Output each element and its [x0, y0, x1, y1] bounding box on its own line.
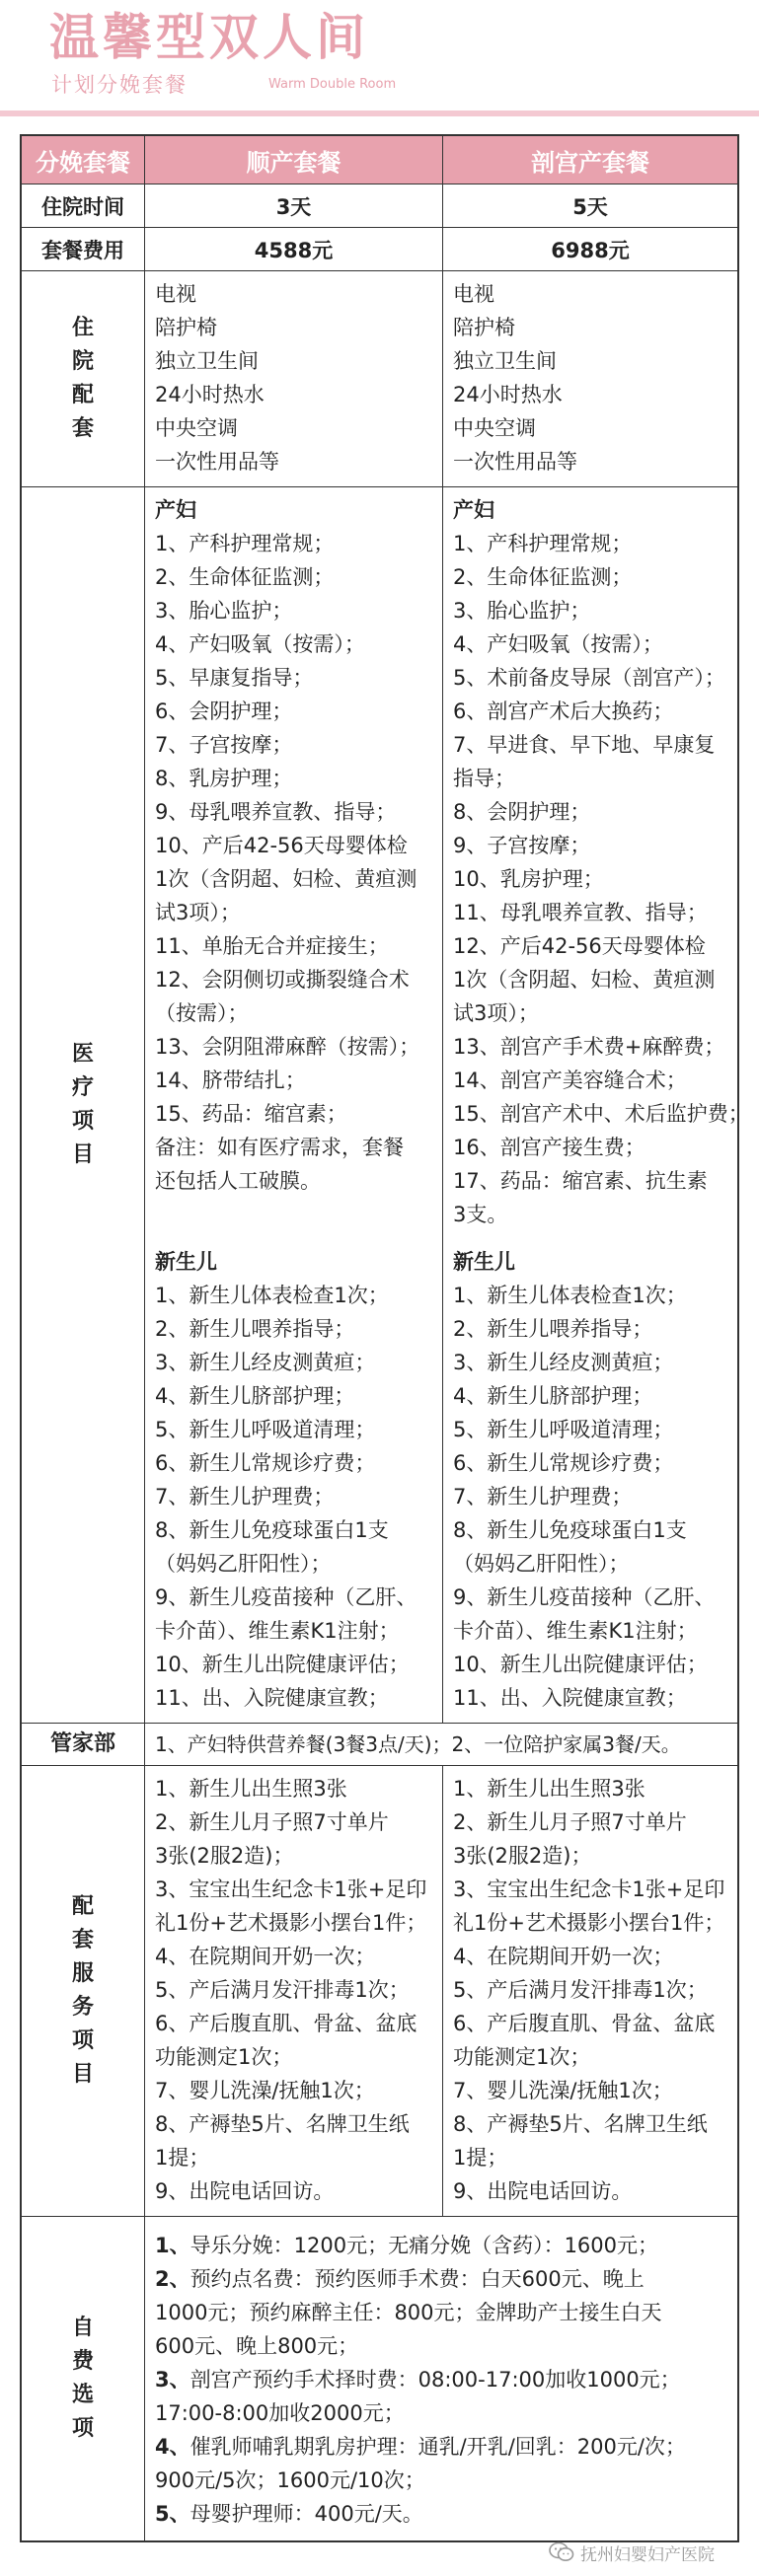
list-item: 11、出、入院健康宣教； — [453, 1686, 687, 1710]
services-label-cell — [22, 1766, 145, 2216]
list-item: 5、早康复指导； — [155, 666, 314, 690]
list-item: 中央空调 — [155, 416, 238, 440]
stay-cesarean: 5天 — [572, 194, 608, 219]
fee-line — [155, 2430, 727, 2464]
page-title: 温馨型双人间 — [49, 9, 369, 66]
facilities-row — [22, 270, 737, 486]
facilities-natural — [145, 271, 443, 486]
fee-line-number: 3、 — [155, 2368, 190, 2392]
medical-cesarean — [443, 487, 759, 1723]
fee-line-text: 催乳师哺乳期乳房护理：通乳/开乳/回乳：200元/次； — [190, 2435, 686, 2459]
list-item: （妈妈乙肝阳性）； — [155, 1552, 332, 1576]
stay-row — [22, 184, 737, 227]
fee-line — [155, 2329, 727, 2363]
list-item: 10、乳房护理； — [453, 867, 604, 891]
list-item: 中央空调 — [453, 416, 536, 440]
list-item: 功能测定1次； — [155, 2045, 293, 2069]
fee-line — [155, 2296, 727, 2329]
self-pay-list — [145, 2217, 737, 2540]
list-item: 5、产后满月发汗排毒1次； — [155, 1978, 410, 2002]
services-cesarean — [443, 1766, 737, 2216]
list-item: 1、新生儿体表检查1次； — [453, 1284, 687, 1307]
list-item: 3张(2服2造)； — [155, 1844, 294, 1868]
list-item: 独立卫生间 — [155, 349, 259, 373]
services-label: 配 套 服 务 项 目 — [71, 1894, 94, 2087]
medical-natural — [145, 487, 443, 1723]
list-item: 1次（含阴超、妇检、黄疸测 — [453, 968, 716, 992]
list-item: 6、新生儿常规诊疗费； — [453, 1451, 674, 1475]
fee-line-text: 剖宫产预约手术择时费：08:00-17:00加收1000元； — [190, 2368, 681, 2392]
fee-line — [155, 2262, 727, 2296]
list-item: 4、在院期间开奶一次； — [453, 1945, 674, 1968]
fee-line — [155, 2363, 727, 2396]
list-item: 7、新生儿护理费； — [155, 1485, 335, 1509]
butler-label: 管家部 — [49, 1731, 115, 1756]
fee-line — [155, 2396, 727, 2430]
list-item: 8、产褥垫5片、名牌卫生纸 — [155, 2112, 410, 2136]
stay-label: 住院时间 — [22, 184, 145, 227]
fee-line-text: 600元、晚上800元； — [155, 2334, 359, 2358]
list-item: 一次性用品等 — [453, 450, 577, 474]
list-item: 9、出院电话回访。 — [155, 2179, 335, 2203]
services-natural — [145, 1766, 443, 2216]
fee-line — [155, 2229, 727, 2262]
butler-row — [22, 1723, 737, 1765]
list-item: 试3项）； — [453, 1001, 539, 1025]
facilities-label: 住 院 配 套 — [71, 316, 94, 441]
header-cell-package: 分娩套餐 — [22, 136, 145, 184]
list-item: 6、产后腹直肌、骨盆、盆底 — [453, 2012, 716, 2035]
header-cell-natural: 顺产套餐 — [145, 136, 443, 184]
fee-line-text: 17:00-8:00加收2000元； — [155, 2401, 405, 2425]
list-item: 13、会阴阻滞麻醉（按需）； — [155, 1035, 420, 1059]
list-item: 9、出院电话回访。 — [453, 2179, 633, 2203]
list-item: 8、新生儿免疫球蛋白1支 — [453, 1518, 687, 1542]
list-item: 12、会阴侧切或撕裂缝合术 — [155, 968, 410, 992]
fee-line-text: 900元/5次；1600元/10次； — [155, 2468, 425, 2492]
list-item: 陪护椅 — [453, 316, 515, 339]
list-item: 8、新生儿免疫球蛋白1支 — [155, 1518, 389, 1542]
list-item: 2、新生儿月子照7寸单片 — [453, 1810, 687, 1834]
self-pay-label-cell — [22, 2217, 145, 2540]
list-item: 3、新生儿经皮测黄疸； — [453, 1351, 674, 1374]
page-subtitle: 计划分娩套餐 — [51, 73, 188, 97]
list-item: 10、产后42-56天母婴体检 — [155, 834, 408, 857]
list-item: 10、新生儿出院健康评估； — [453, 1653, 708, 1676]
list-item: 2、生命体征监测； — [453, 565, 633, 589]
table-header-row — [22, 136, 737, 184]
list-item: 5、术前备皮导尿（剖宫产）； — [453, 666, 725, 690]
fee-line — [155, 2464, 727, 2497]
list-item: 1提； — [453, 2146, 508, 2170]
list-item: 6、新生儿常规诊疗费； — [155, 1451, 376, 1475]
list-item: 3张(2服2造)； — [453, 1844, 592, 1868]
list-item: 2、新生儿喂养指导； — [453, 1317, 653, 1341]
list-item: 独立卫生间 — [453, 349, 557, 373]
list-item: 4、新生儿脐部护理； — [453, 1384, 653, 1408]
list-item: 卡介苗）、维生素K1注射； — [453, 1619, 698, 1643]
watermark — [549, 2538, 756, 2567]
wechat-icon — [549, 2541, 574, 2563]
list-item: 10、新生儿出院健康评估； — [155, 1653, 410, 1676]
butler-label-cell — [22, 1724, 145, 1765]
list-item: 7、新生儿护理费； — [453, 1485, 633, 1509]
fee-line-number: 5、 — [155, 2502, 190, 2526]
list-item: 8、乳房护理； — [155, 767, 293, 790]
list-item: 11、出、入院健康宣教； — [155, 1686, 389, 1710]
list-item: 15、剖宫产术中、术后监护费； — [453, 1102, 749, 1126]
price-cesarean: 6988元 — [551, 238, 630, 262]
list-item: 1、新生儿出生照3张 — [453, 1777, 645, 1801]
mother-section-title: 产妇 — [155, 498, 196, 522]
list-spacer — [155, 1231, 432, 1245]
list-item: 8、会阴护理； — [453, 800, 591, 824]
list-item: 3、宝宝出生纪念卡1张+足印 — [155, 1877, 427, 1901]
newborn-section-title: 新生儿 — [155, 1250, 217, 1274]
services-row — [22, 1765, 737, 2216]
list-item: 4、产妇吸氧（按需）； — [155, 632, 365, 656]
list-item: 1提； — [155, 2146, 210, 2170]
list-item: 6、剖宫产术后大换药； — [453, 699, 674, 723]
watermark-text: 抚州妇婴妇产医院 — [580, 2544, 715, 2565]
package-table — [20, 134, 749, 2542]
page-header — [0, 0, 759, 110]
list-item: 9、新生儿疫苗接种（乙肝、 — [453, 1585, 716, 1609]
list-item: 3、新生儿经皮测黄疸； — [155, 1351, 376, 1374]
list-item: 9、子宫按摩； — [453, 834, 591, 857]
list-item: 7、婴儿洗澡/抚触1次； — [155, 2079, 375, 2102]
list-item: 备注：如有医疗需求，套餐 — [155, 1136, 404, 1159]
self-pay-row — [22, 2216, 737, 2540]
list-item: 1、产科护理常规； — [155, 532, 335, 555]
list-item: 11、母乳喂养宣教、指导； — [453, 901, 708, 924]
list-item: 卡介苗）、维生素K1注射； — [155, 1619, 400, 1643]
list-item: 6、产后腹直肌、骨盆、盆底 — [155, 2012, 417, 2035]
list-item: 2、新生儿月子照7寸单片 — [155, 1810, 389, 1834]
list-item: 24小时热水 — [155, 383, 265, 406]
list-item: 3、胎心监护； — [155, 599, 293, 623]
medical-label-cell — [22, 487, 145, 1723]
fee-line-number: 2、 — [155, 2267, 190, 2291]
list-item: 4、产妇吸氧（按需）； — [453, 632, 663, 656]
self-pay-label: 自 费 选 项 — [71, 2316, 94, 2441]
list-item: 7、婴儿洗澡/抚触1次； — [453, 2079, 673, 2102]
list-item: 1、产科护理常规； — [453, 532, 633, 555]
list-item: 1次（含阴超、妇检、黄疸测 — [155, 867, 417, 891]
fee-line-text: 1000元；预约麻醉主任：800元；金牌助产士接生白天 — [155, 2301, 662, 2324]
list-item: 11、单胎无合并症接生； — [155, 934, 389, 958]
list-item: 14、脐带结扎； — [155, 1068, 306, 1092]
list-item: 15、药品：缩宫素； — [155, 1102, 347, 1126]
list-item: 功能测定1次； — [453, 2045, 591, 2069]
list-item: 指导； — [453, 767, 515, 790]
fee-line — [155, 2497, 727, 2531]
list-item: （按需）； — [155, 1001, 249, 1025]
list-item: 4、新生儿脐部护理； — [155, 1384, 355, 1408]
list-spacer — [453, 1231, 749, 1245]
list-item: 1、新生儿体表检查1次； — [155, 1284, 389, 1307]
list-item: 礼1份+艺术摄影小摆台1件； — [155, 1911, 427, 1935]
list-item: 3支。 — [453, 1203, 508, 1226]
list-item: 还包括人工破膜。 — [155, 1169, 321, 1193]
list-item: 电视 — [453, 282, 494, 306]
list-item: 7、早进食、早下地、早康复 — [453, 733, 716, 757]
butler-text: 1、产妇特供营养餐(3餐3点/天)；2、一位陪护家属3餐/天。 — [155, 1732, 681, 1756]
list-item: 13、剖宫产手术费+麻醉费； — [453, 1035, 725, 1059]
list-item: 5、新生儿呼吸道清理； — [155, 1418, 376, 1441]
fee-line-number: 4、 — [155, 2435, 190, 2459]
newborn-section-title: 新生儿 — [453, 1250, 515, 1274]
list-item: 电视 — [155, 282, 196, 306]
list-item: 9、新生儿疫苗接种（乙肝、 — [155, 1585, 417, 1609]
medical-row — [22, 486, 749, 1723]
header-cell-cesarean: 剖宫产套餐 — [531, 148, 649, 177]
price-row — [22, 227, 737, 270]
mother-section-title: 产妇 — [453, 498, 494, 522]
fee-line-text: 母婴护理师：400元/天。 — [190, 2502, 423, 2526]
list-item: 6、会阴护理； — [155, 699, 293, 723]
list-item: 礼1份+艺术摄影小摆台1件； — [453, 1911, 725, 1935]
header-accent-bar — [0, 110, 759, 116]
list-item: 陪护椅 — [155, 316, 217, 339]
list-spacer — [155, 1198, 432, 1231]
list-item: 4、在院期间开奶一次； — [155, 1945, 376, 1968]
list-item: 16、剖宫产接生费； — [453, 1136, 645, 1159]
list-item: 试3项）； — [155, 901, 241, 924]
list-item: 14、剖宫产美容缝合术； — [453, 1068, 687, 1092]
list-item: 一次性用品等 — [155, 450, 279, 474]
list-item: 2、生命体征监测； — [155, 565, 335, 589]
list-item: 9、母乳喂养宣教、指导； — [155, 800, 397, 824]
fee-line-text: 预约点名费：预约医师手术费：白天600元、晚上 — [190, 2267, 645, 2291]
list-item: 7、子宫按摩； — [155, 733, 293, 757]
list-item: 24小时热水 — [453, 383, 563, 406]
price-natural: 4588元 — [145, 228, 443, 270]
list-item: 5、产后满月发汗排毒1次； — [453, 1978, 708, 2002]
fee-line-text: 导乐分娩：1200元；无痛分娩（含药）：1600元； — [190, 2234, 659, 2257]
fee-line-number: 1、 — [155, 2234, 190, 2257]
list-item: 12、产后42-56天母婴体检 — [453, 934, 706, 958]
list-item: 5、新生儿呼吸道清理； — [453, 1418, 674, 1441]
list-item: 2、新生儿喂养指导； — [155, 1317, 355, 1341]
list-item: 3、胎心监护； — [453, 599, 591, 623]
list-item: 1、新生儿出生照3张 — [155, 1777, 347, 1801]
price-label: 套餐费用 — [22, 228, 145, 270]
list-item: 17、药品：缩宫素、抗生素 — [453, 1169, 708, 1193]
facilities-label-cell — [22, 271, 145, 486]
stay-natural: 3天 — [145, 184, 443, 227]
list-item: （妈妈乙肝阳性）； — [453, 1552, 630, 1576]
list-item: 3、宝宝出生纪念卡1张+足印 — [453, 1877, 725, 1901]
list-item: 8、产褥垫5片、名牌卫生纸 — [453, 2112, 708, 2136]
medical-label: 医 疗 项 目 — [71, 1042, 94, 1167]
page-subtitle-en: Warm Double Room — [268, 77, 397, 92]
facilities-cesarean — [443, 271, 737, 486]
